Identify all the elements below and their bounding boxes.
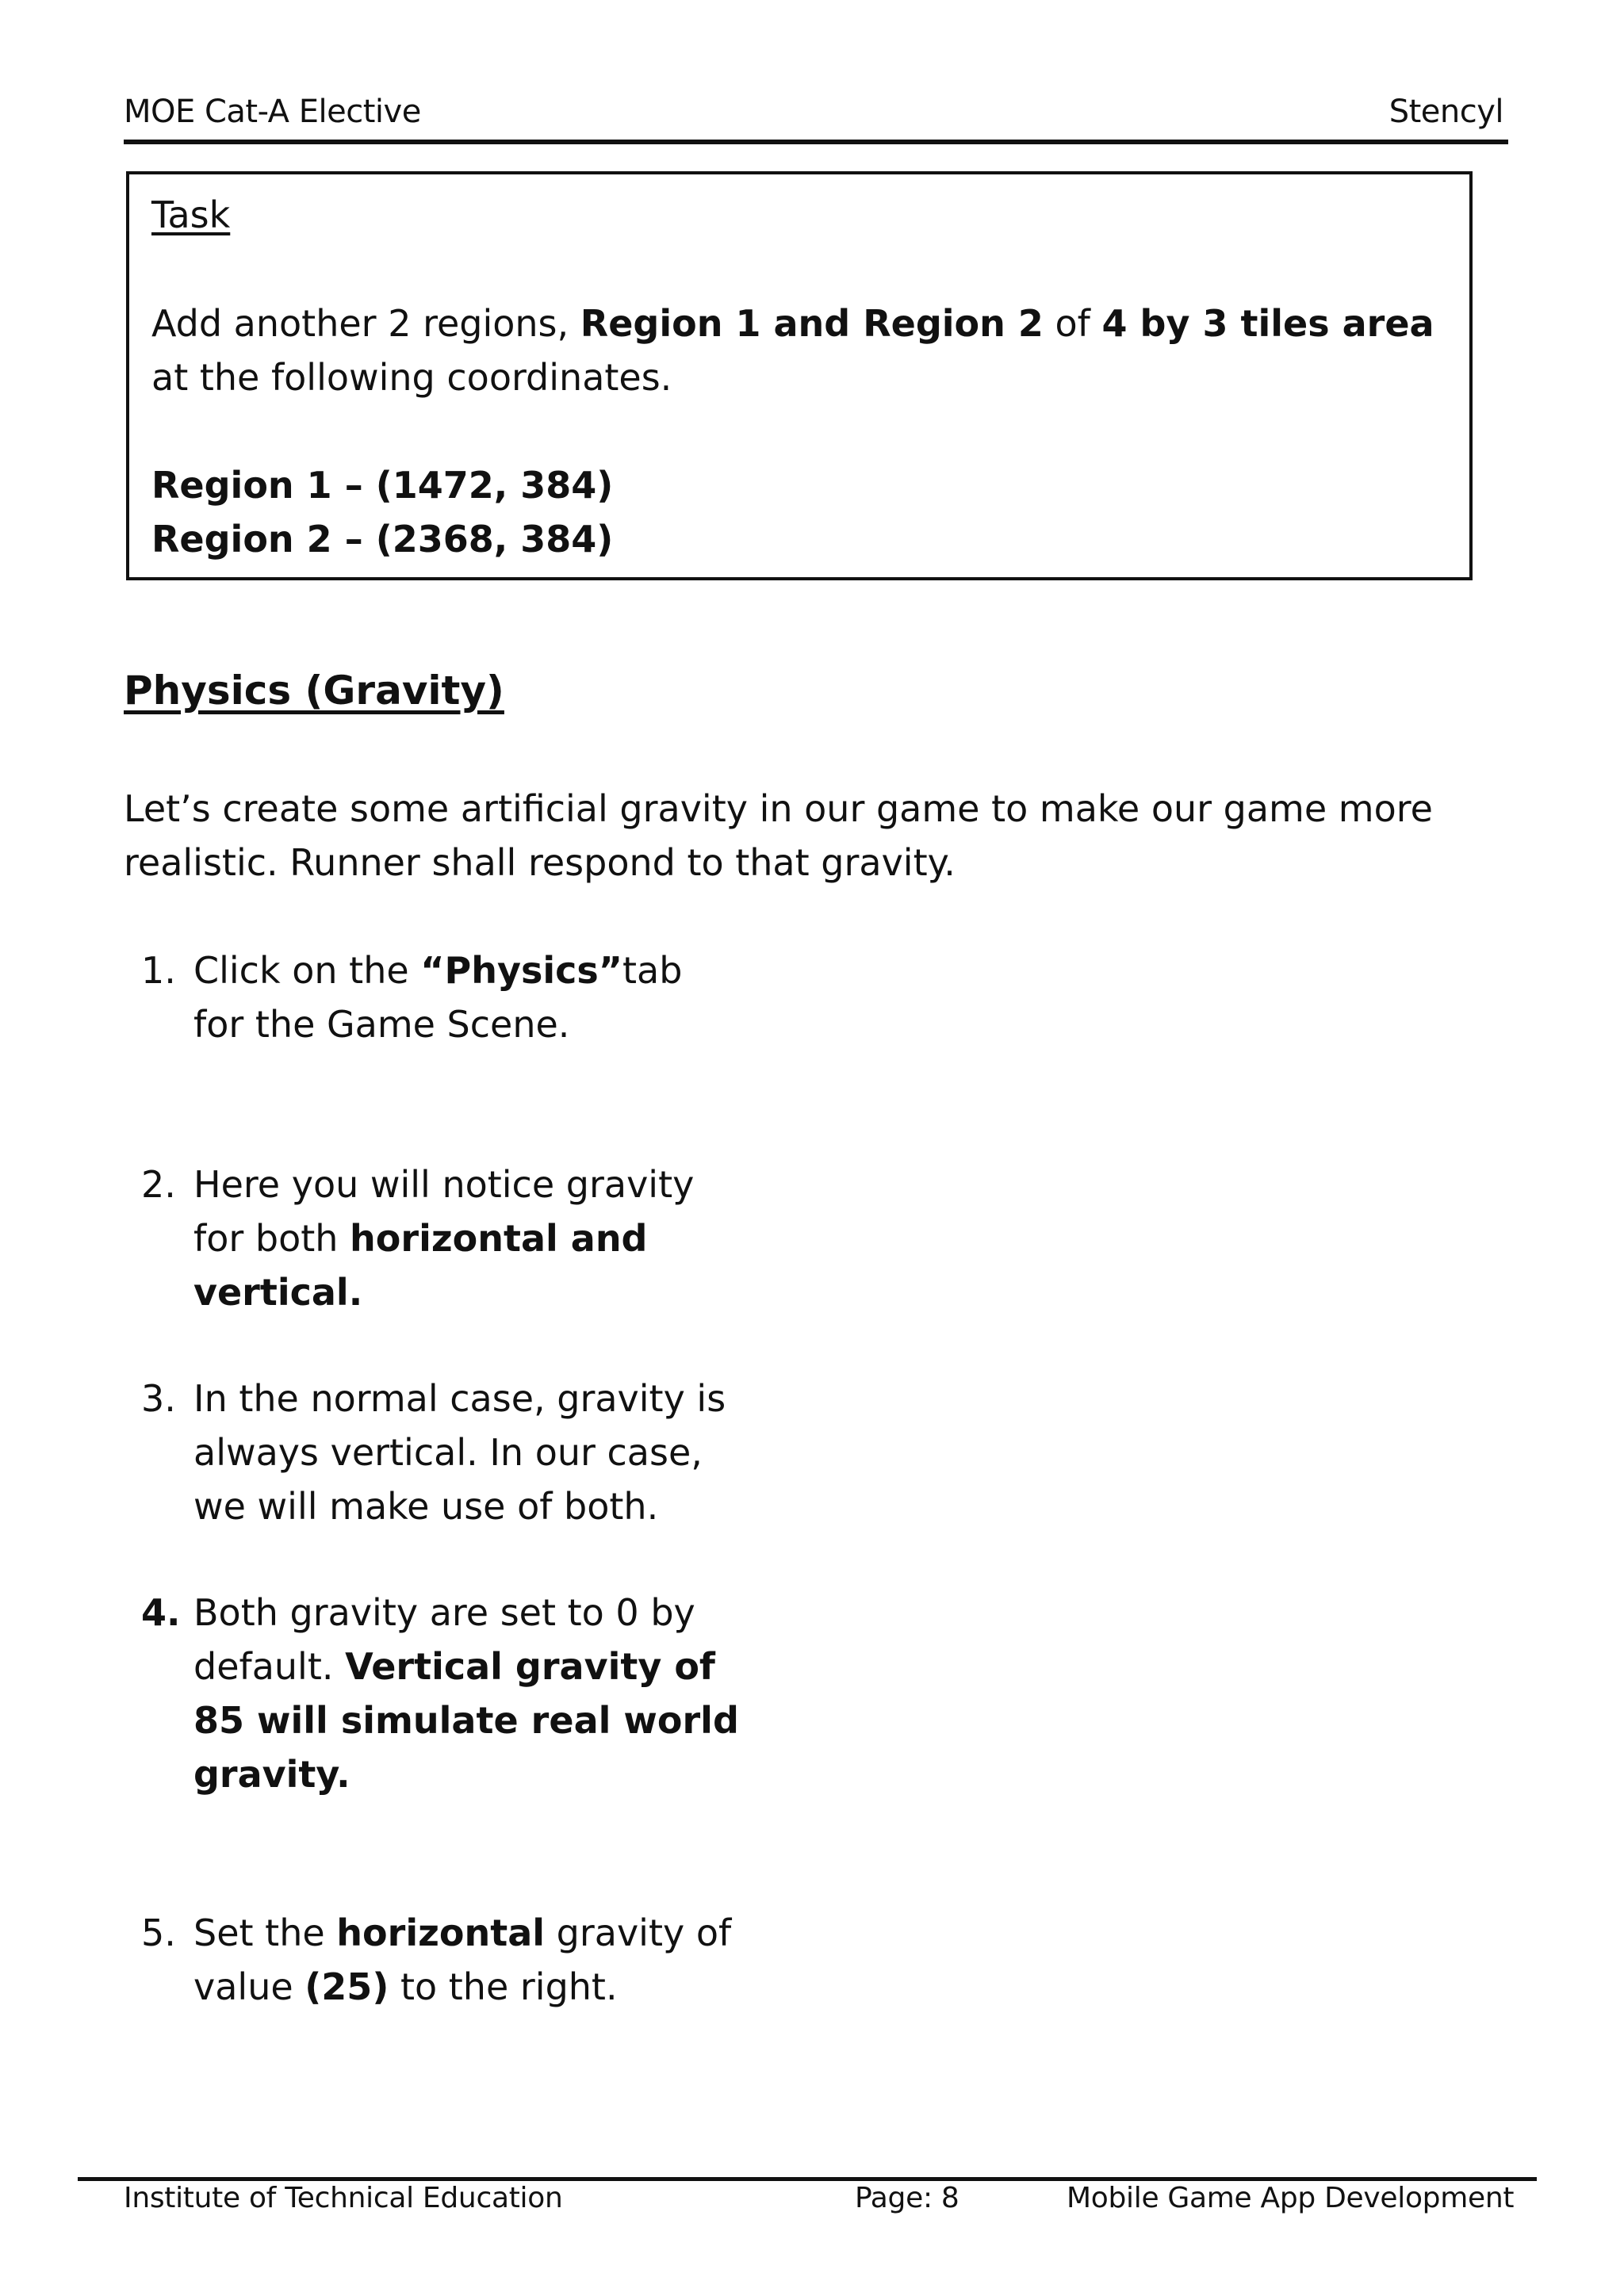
step-number: 5.	[141, 1911, 176, 1954]
step-number: 4.	[141, 1591, 181, 1634]
step-5	[141, 1906, 744, 2014]
header-course-title: MOE Cat-A Elective	[124, 94, 421, 130]
step-number: 3.	[141, 1377, 176, 1420]
step-text	[193, 1158, 744, 1319]
task-instruction-post: at the following coordinates.	[151, 356, 672, 399]
header-divider	[124, 140, 1508, 144]
section-intro: Let’s create some artificial gravity in our game to make our game more realistic. Runner shall respond to that gravity.	[124, 787, 1433, 884]
task-box	[126, 171, 1473, 580]
step-text-bold: Vertical gravity of 85 will simulate real world gravity.	[193, 1645, 739, 1796]
task-instruction-mid: of	[1043, 302, 1102, 345]
step-number: 2.	[141, 1163, 176, 1206]
task-instruction-pre: Add another 2 regions,	[151, 302, 580, 345]
step-text-pre: Set the	[193, 1911, 337, 1954]
task-region-2: Region 2 – (2368, 384)	[151, 518, 614, 561]
step-text-post: tab for the Game Scene.	[193, 949, 683, 1046]
step-text-post: to the right.	[389, 1965, 618, 2008]
step-text: In the normal case, gravity is always vertical. In our case, we will make use of both.	[193, 1377, 726, 1528]
step-text-bold: “Physics”	[420, 949, 622, 992]
step-text-pre: Here you will notice gravity for both	[193, 1163, 695, 1260]
step-text-bold: horizontal	[336, 1911, 546, 1954]
task-instruction-regions: Region 1 and Region 2	[580, 302, 1044, 345]
step-2	[141, 1158, 744, 1319]
step-3	[141, 1372, 744, 1533]
footer-institute: Institute of Technical Education	[124, 2182, 563, 2214]
footer-divider	[78, 2177, 1537, 2181]
step-text-mid: gravity of value	[193, 1911, 732, 2008]
task-region-1: Region 1 – (1472, 384)	[151, 464, 614, 507]
header-software-name: Stencyl	[1388, 94, 1503, 130]
step-text	[193, 1586, 744, 1801]
task-instruction-area: 4 by 3 tiles area	[1101, 302, 1434, 345]
footer-course: Mobile Game App Development	[1067, 2182, 1515, 2214]
step-text-pre: Click on the	[193, 949, 421, 992]
step-4	[141, 1586, 744, 1801]
step-text	[193, 943, 744, 1051]
section-title: Physics (Gravity)	[124, 668, 504, 714]
task-title: Task	[151, 193, 231, 236]
step-text	[193, 1906, 744, 2014]
task-instruction	[151, 297, 1452, 404]
step-text-value: (25)	[304, 1965, 389, 2008]
step-number: 1.	[141, 949, 176, 992]
step-text-pre: Both gravity are set to 0 by default.	[193, 1591, 695, 1688]
footer-page-number: Page: 8	[855, 2182, 959, 2214]
step-1	[141, 943, 744, 1051]
step-text-bold: horizontal and vertical.	[193, 1217, 648, 1314]
